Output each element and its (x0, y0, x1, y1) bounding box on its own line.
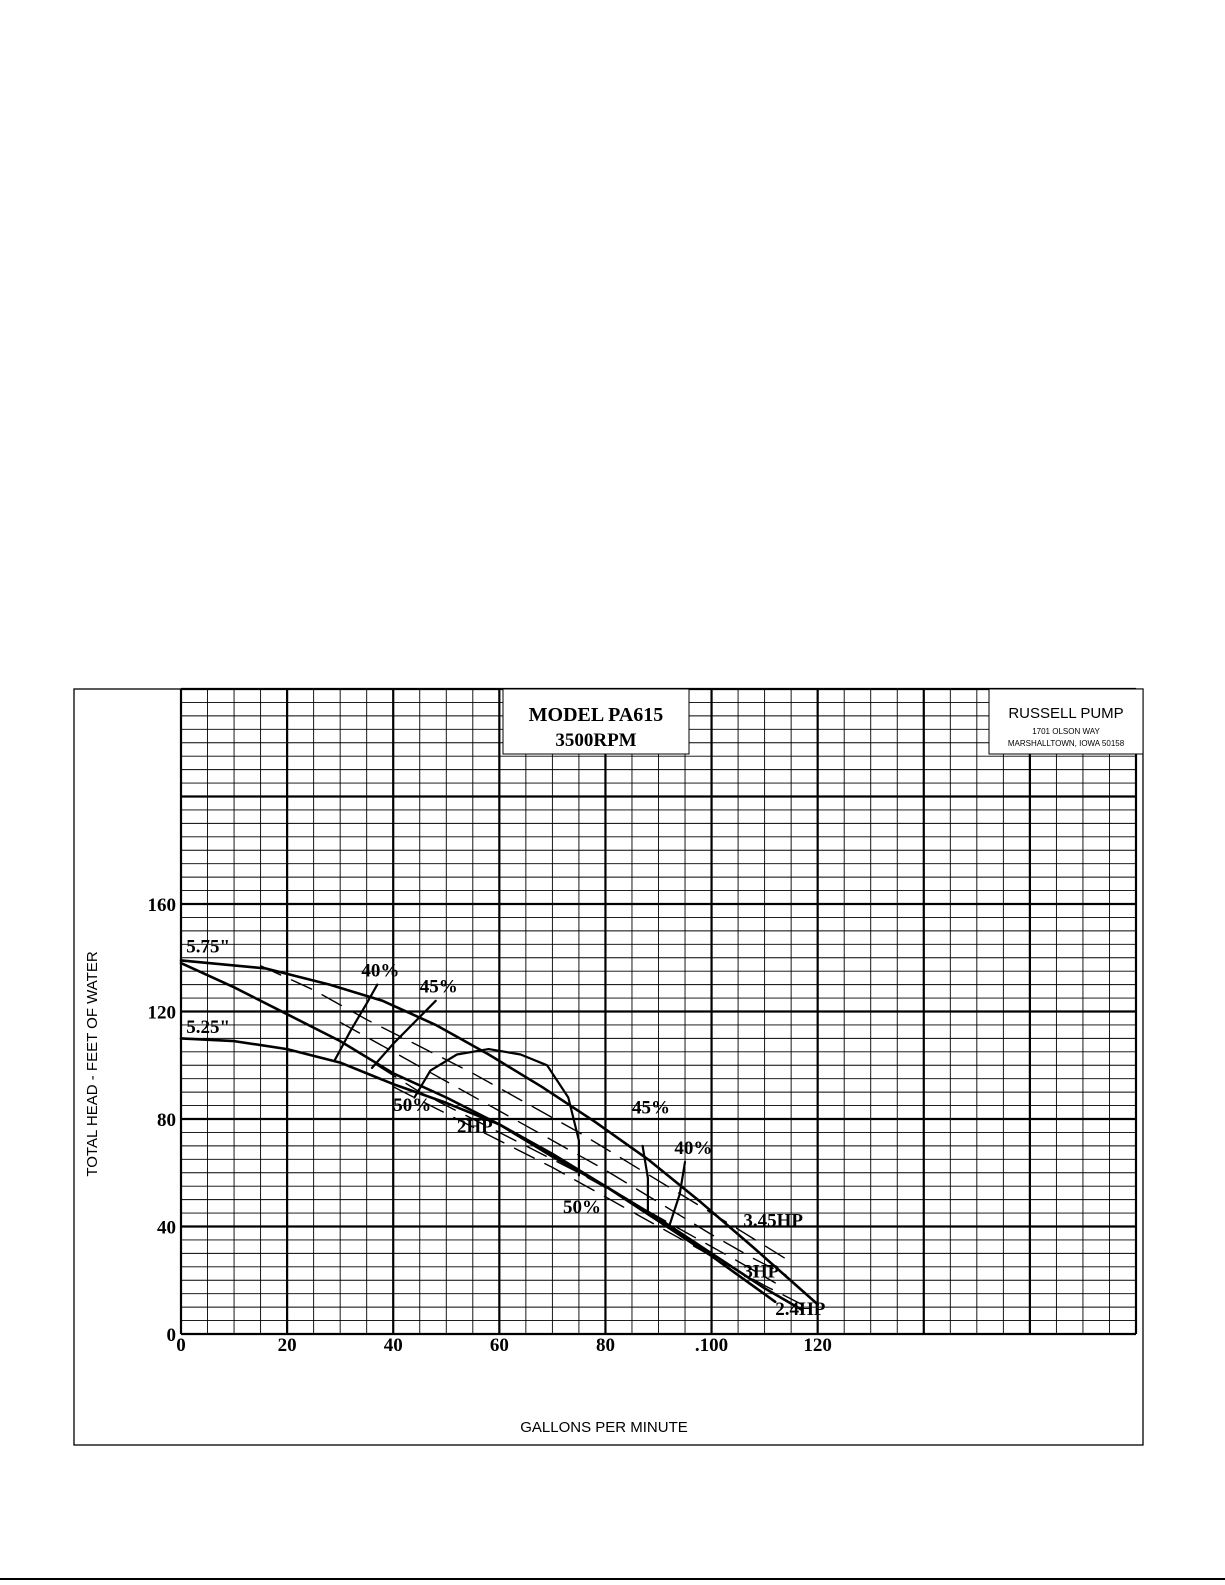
y-tick-label-1: 40 (157, 1217, 176, 1239)
y-tick-label-3: 120 (147, 1002, 176, 1024)
y-tick-label-0: 0 (166, 1325, 176, 1346)
curve-label-11: 2.4HP (775, 1299, 826, 1321)
chart-subtitle: 3500RPM (555, 730, 637, 751)
y-axis-label: TOTAL HEAD - FEET OF WATER (84, 951, 101, 1177)
manufacturer-address-line1: 1701 OLSON WAY (1032, 727, 1100, 736)
curve-label-0: 5.75" (186, 936, 231, 958)
curve-label-5: 2HP (456, 1116, 493, 1138)
series-line-power-10 (377, 1065, 775, 1283)
x-tick-label-2: 40 (383, 1335, 403, 1356)
x-tick-label-0: 0 (176, 1335, 186, 1356)
curve-label-1: 5.25" (186, 1017, 231, 1038)
x-tick-label-3: 60 (489, 1335, 509, 1356)
curve-label-4: 50% (393, 1094, 432, 1116)
y-tick-label-4: 160 (147, 895, 176, 916)
curve-label-2: 40% (361, 960, 400, 982)
x-tick-label-6: 120 (803, 1335, 832, 1356)
page-bottom-rule (0, 1578, 1225, 1580)
y-tick-label-2: 80 (157, 1110, 176, 1131)
curve-label-6: 45% (631, 1097, 670, 1119)
series-line-power-8 (261, 966, 786, 1259)
curve-label-9: 3.45HP (743, 1210, 804, 1232)
x-tick-label-5: .100 (694, 1335, 729, 1356)
series-line-efficiency-6 (643, 1146, 648, 1211)
manufacturer-address-line2: MARSHALLTOWN, IOWA 50158 (1007, 739, 1125, 748)
x-axis-label: GALLONS PER MINUTE (520, 1419, 688, 1436)
curve-label-7: 40% (674, 1137, 713, 1159)
series-line-power-9 (340, 1022, 786, 1275)
curve-label-8: 50% (563, 1197, 601, 1219)
chart-title: MODEL PA615 (528, 704, 664, 726)
manufacturer-name: RUSSELL PUMP (1008, 705, 1124, 722)
curve-label-10: 3HP (743, 1261, 780, 1283)
x-tick-label-1: 20 (277, 1335, 297, 1356)
series-line-impeller-2 (181, 1038, 775, 1301)
curve-label-3: 45% (419, 976, 458, 998)
x-tick-label-4: 80 (595, 1335, 615, 1356)
